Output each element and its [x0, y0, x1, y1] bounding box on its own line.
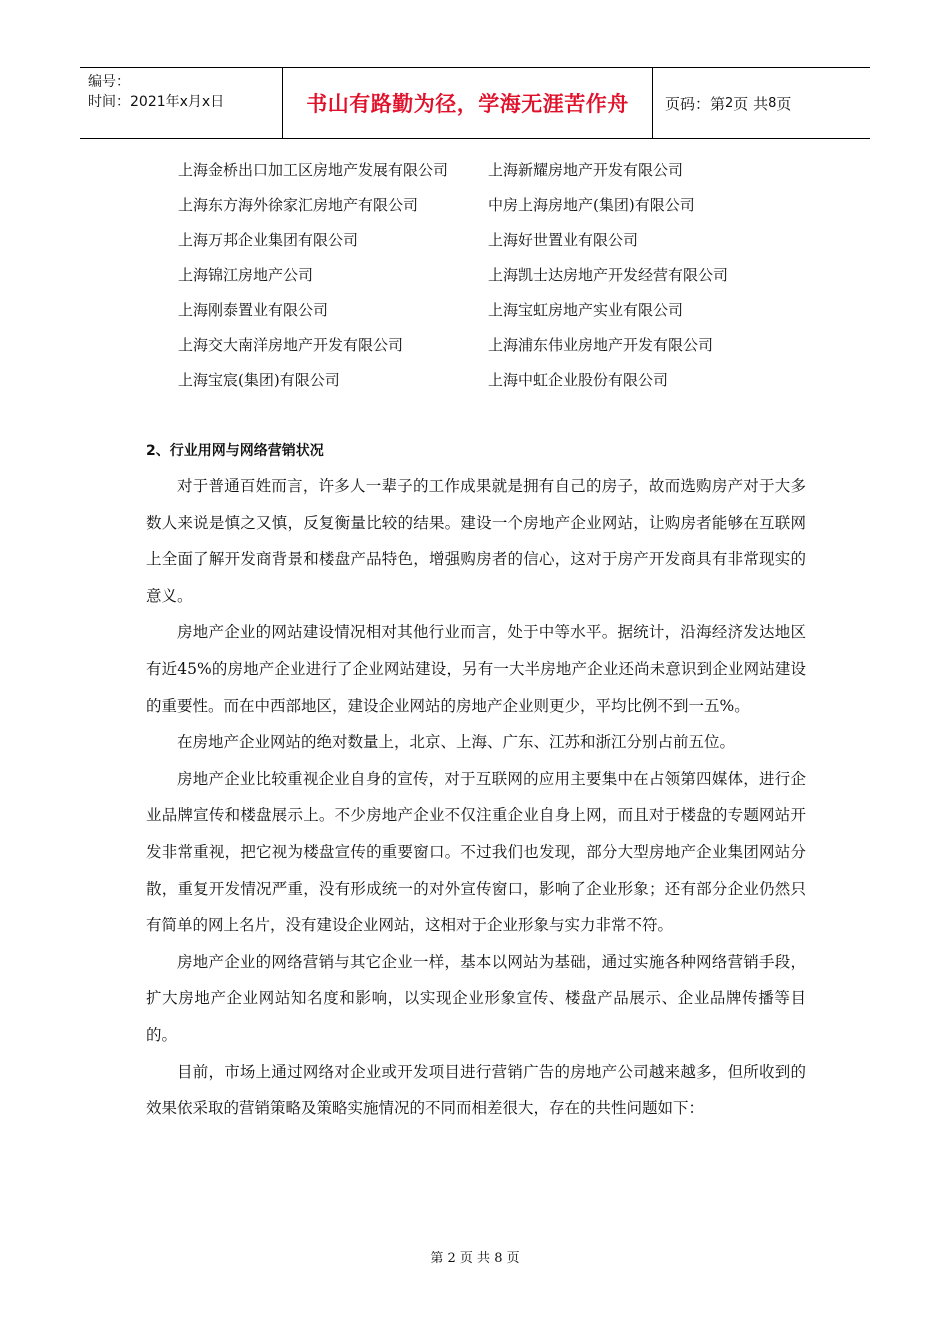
- company-row: [178, 293, 818, 328]
- paragraph: 对于普通百姓而言，许多人一辈子的工作成果就是拥有自己的房子，故而选购房产对于大多数人来说是慎之又慎，反复衡量比较的结果。建设一个房地产企业网站，让购房者能够在互联网上全面了解开发商背景和楼盘产品特色，增强购房者的信心，这对于房产开发商具有非常现实的意义。: [146, 477, 806, 605]
- paragraph: 房地产企业的网络营销与其它企业一样，基本以网站为基础，通过实施各种网络营销手段，扩大房地产企业网站知名度和影响，以实现企业形象宣传、楼盘产品展示、企业品牌传播等目的。: [146, 952, 806, 1044]
- company-name: 上海好世置业有限公司: [488, 231, 639, 249]
- company-name: 上海浦东伟业房地产开发有限公司: [488, 336, 714, 354]
- company-row: [178, 223, 818, 258]
- company-name: 上海凯士达房地产开发经营有限公司: [488, 266, 729, 284]
- company-name: 上海中虹企业股份有限公司: [488, 371, 669, 389]
- footer-page: 2: [447, 1251, 456, 1266]
- page-footer: [0, 1247, 950, 1266]
- company-row: [178, 363, 818, 398]
- number-label: 编号：: [88, 74, 130, 90]
- company-name: 上海锦江房地产公司: [178, 266, 314, 284]
- page-label-mid: 页 共: [733, 94, 769, 113]
- page-total: 8: [768, 95, 777, 111]
- company-name: 上海刚泰置业有限公司: [178, 301, 329, 319]
- paragraph: 在房地产企业网站的绝对数量上，北京、上海、广东、江苏和浙江分别占前五位。: [177, 733, 736, 752]
- paragraph: 房地产企业比较重视企业自身的宣传，对于互联网的应用主要集中在占领第四媒体，进行企业品牌宣传和楼盘展示上。不少房地产企业不仅注重企业自身上网，而且对于楼盘的专题网站开发非常重视，把它视为楼盘宣传的重要窗口。不过我们也发现，部分大型房地产企业集团网站分散，重复开发情况严重，没有形成统一的对外宣传窗口，影响了企业形象；还有部分企业仍然只有简单的网上名片，没有建设企业网站，这相对于企业形象与实力非常不符。: [146, 769, 806, 935]
- company-name: 上海东方海外徐家汇房地产有限公司: [178, 196, 419, 214]
- company-name: 上海新耀房地产开发有限公司: [488, 161, 684, 179]
- footer-mid: 页 共: [459, 1251, 491, 1266]
- footer-total: 8: [494, 1251, 503, 1266]
- company-name: 中房上海房地产(集团)有限公司: [488, 196, 695, 214]
- company-name: 上海万邦企业集团有限公司: [178, 231, 359, 249]
- header-meta: [80, 68, 283, 138]
- body-text: [146, 468, 806, 1127]
- paragraph: 目前，市场上通过网络对企业或开发项目进行营销广告的房地产公司越来越多，但所收到的效果依采取的营销策略及策略实施情况的不同而相差很大，存在的共性问题如下：: [146, 1062, 806, 1118]
- company-name: 上海交大南洋房地产开发有限公司: [178, 336, 404, 354]
- time-label: 时间：2021年x月x日: [88, 94, 225, 110]
- company-row: [178, 188, 818, 223]
- company-row: [178, 258, 818, 293]
- company-row: [178, 153, 818, 188]
- footer-suffix: 页: [506, 1251, 520, 1266]
- company-name: 上海金桥出口加工区房地产发展有限公司: [178, 161, 449, 179]
- page-label-suffix: 页: [776, 94, 792, 113]
- page-label-prefix: 页码：第: [665, 94, 726, 113]
- company-name: 上海宝虹房地产实业有限公司: [488, 301, 684, 319]
- section-title: 2、行业用网与网络营销状况: [146, 443, 324, 459]
- header-page-info: [653, 68, 870, 138]
- company-name: 上海宝宸(集团)有限公司: [178, 371, 340, 389]
- header-motto-cell: [283, 68, 653, 138]
- company-row: [178, 328, 818, 363]
- paragraph: 房地产企业的网站建设情况相对其他行业而言，处于中等水平。据统计，沿海经济发达地区有近45%的房地产企业进行了企业网站建设，另有一大半房地产企业还尚未意识到企业网站建设的重要性。而在中西部地区，建设企业网站的房地产企业则更少，平均比例不到一五%。: [146, 623, 806, 715]
- header-motto: 书山有路勤为径，学海无涯苦作舟: [306, 92, 629, 116]
- document-header: [80, 67, 870, 139]
- page-current: 2: [725, 95, 734, 111]
- company-list: [178, 153, 818, 398]
- footer-prefix: 第: [430, 1251, 444, 1266]
